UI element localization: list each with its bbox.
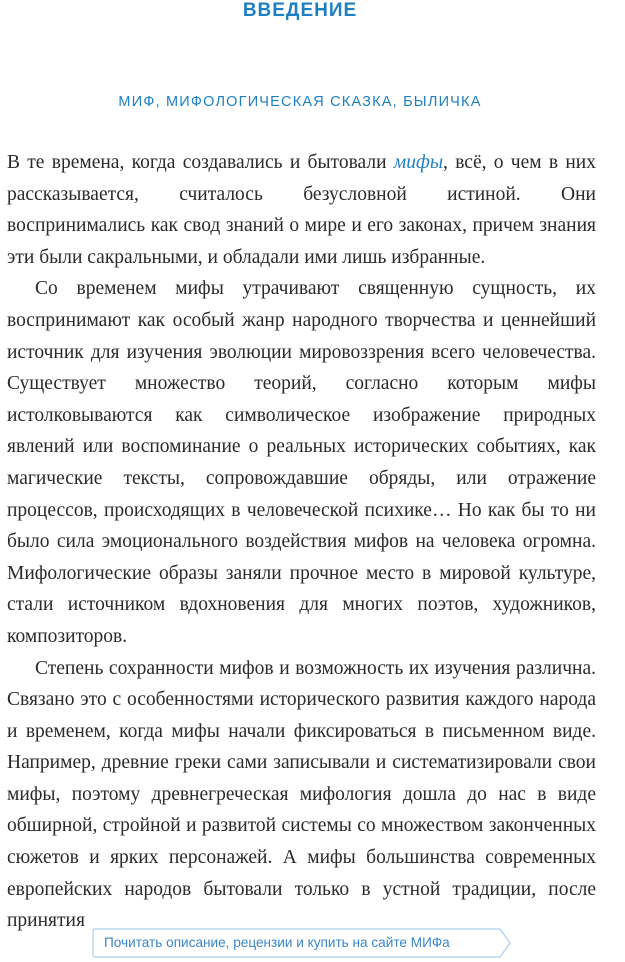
myths-term-link[interactable]: мифы bbox=[393, 152, 444, 173]
paragraph-1 bbox=[7, 147, 596, 273]
body-text bbox=[7, 147, 596, 937]
paragraph-1-suffix: , всё, о чем в них рассказывается, считалось безусловной истиной. Они воспринимались как свод знаний о мире и его законах, причем знания эти были сакральными, и обладали ими лишь избранные. bbox=[7, 152, 596, 268]
promo-link-label[interactable]: Почитать описание, рецензии и купить на сайте МИФа bbox=[104, 935, 450, 950]
paragraph-1-prefix: В те времена, когда создавались и бытовали bbox=[7, 152, 394, 173]
paragraph-2: Со временем мифы утрачивают священную сущность, их воспринимают как особый жанр народного творчества и ценнейший источник для изучения эволюции мировоззрения всего человечества. Существует множество теорий, согласно которым мифы истолковываются как символическое изображение природных явлений или воспоминание о реальных исторических событиях, как магические тексты, сопровождавшие обряды, или отражение процессов, происходящих в человеческой психике… Но как бы то ни было сила эмоционального воздействия мифов на человека огромна. Мифологические образы заняли прочное место в мировой культуре, стали источником вдохновения для многих поэтов, художников, композиторов. bbox=[7, 278, 596, 647]
section-title: МИФ, МИФОЛОГИЧЕСКАЯ СКАЗКА, БЫЛИЧКА bbox=[118, 94, 482, 110]
paragraph-3: Степень сохранности мифов и возможность их изучения различна. Связано это с особенностями исторического развития каждого народа и временем, когда мифы начали фиксироваться в письменном виде. Например, древние греки сами записывали и систематизировали свои мифы, поэтому древнегреческая мифология дошла до нас в виде обширной, стройной и развитой системы со множеством законченных сюжетов и ярких персонажей. А мифы большинства современных европейских народов бытовали только в устной традиции, после принятия bbox=[7, 657, 596, 932]
chapter-title: ВВЕДЕНИЕ bbox=[242, 0, 358, 21]
